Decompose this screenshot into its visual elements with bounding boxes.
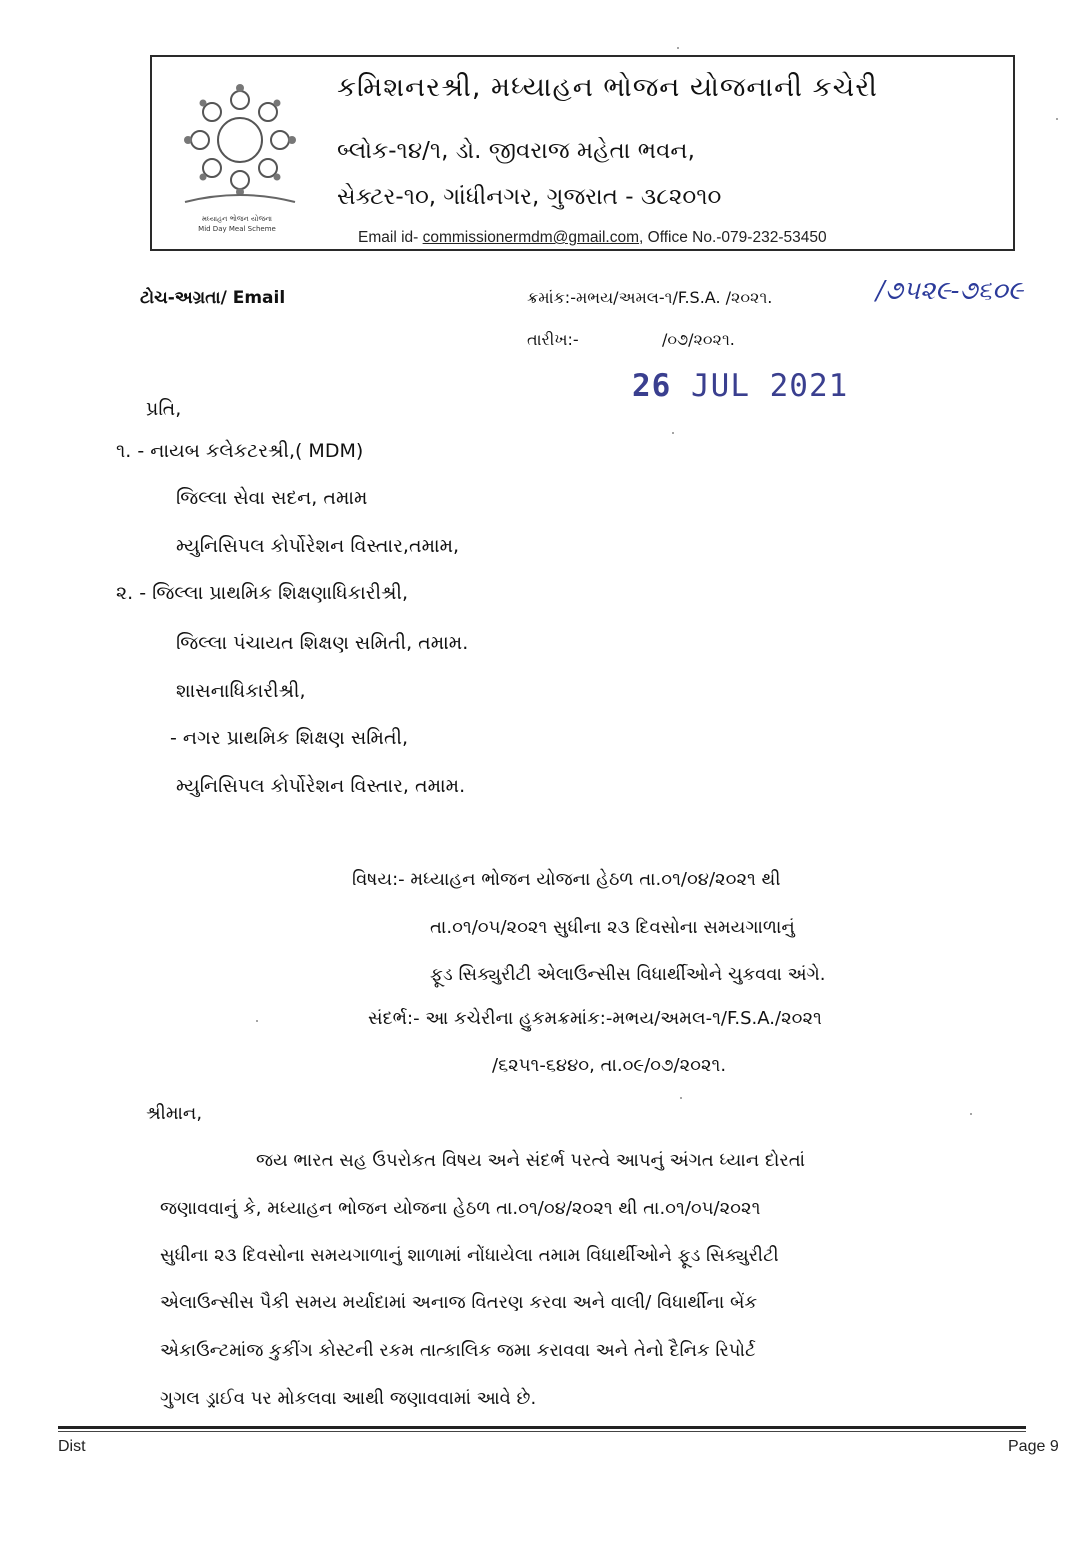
recipient-2-line4: - નગર પ્રાથમિક શિક્ષણ સમિતી, [170,727,409,749]
office-address-line1: બ્લોક-૧૪/૧, ડો. જીવરાજ મહેતા ભવન, [337,138,695,164]
recipient-2-line1: ૨. - જિલ્લા પ્રાથમિક શિક્ષણાધિકારીશ્રી, [116,582,408,604]
recipient-2-line3: શાસનાધિકારીશ્રી, [176,680,306,702]
body-line5: એકાઉન્ટમાંજ કુકીંગ કોસ્ટની રકમ તાત્કાલિક જમા કરાવવા અને તેનો દૈનિક રિપોર્ટ [160,1340,756,1361]
recipient-2-line2: જિલ્લા પંચાયત શિક્ષણ સમિતી, તમામ. [176,632,469,654]
subject-line2: તા.૦૧/૦૫/૨૦૨૧ સુધીના ૨૩ દિવસોના સમયગાળાનું [430,917,795,938]
reference-number: ક્રમાંક:-મભય/અમલ-૧/F.S.A. /૨૦૨૧. [527,288,773,307]
recipient-2-line5: મ્યુનિસિપલ કોર્પોરેશન વિસ્તાર, તમામ. [176,775,466,797]
scan-speck [256,1020,258,1022]
office-title: કમિશનરશ્રી, મધ્યાહન ભોજન યોજનાની કચેરી [337,72,878,103]
prati-label: પ્રતિ, [146,398,182,420]
logo-caption-english: Mid Day Meal Scheme [198,225,276,233]
reference-line2: /૬૨૫૧-૬૪૪૦, તા.૦૯/૦૭/૨૦૨૧. [492,1055,727,1076]
body-line6: ગુગલ ડ્રાઈવ પર મોકલવા આથી જણાવવામાં આવે છે. [160,1388,537,1409]
priority-label: ટોચ-અગ્રતા/ Email [140,288,286,308]
office-address-line2: સેક્ટર-૧૦, ગાંધીનગર, ગુજરાત - ૩૮૨૦૧૦ [337,184,722,210]
email-label: Email id- [358,229,419,246]
date-value: /૦૭/૨૦૨૧. [662,330,735,349]
recipient-1-line3: મ્યુનિસિપલ કોર્પોરેશન વિસ્તાર,તમામ, [176,535,460,557]
date-stamp [632,368,848,404]
scan-speck [672,432,674,434]
subject-line1: વિષય:- મધ્યાહન ભોજન યોજના હેઠળ તા.૦૧/૦૪/૨૦૨૧ થી [352,869,781,890]
footer-rule-thick [58,1426,1026,1429]
reference-line1: સંદર્ભ:- આ કચેરીના હુકમક્રમાંક:-મભય/અમલ-૧/F.S.A./૨૦૨૧ [368,1008,822,1029]
subject-line3: ફૂડ સિક્યુરીટી એલાઉન્સીસ વિધાર્થીઓને ચુકવવા અંગે. [430,964,826,985]
stamp-day: 26 [632,368,672,404]
scan-speck [1056,118,1058,120]
email-link[interactable]: commissionermdm@gmail.com [422,229,640,246]
office-phone: , Office No.-079-232-53450 [639,229,827,246]
recipient-1-line2: જિલ્લા સેવા સદન, તમામ [176,487,368,509]
body-line3: સુધીના ૨૩ દિવસોના સમયગાળાનું શાળામાં નોંધાયેલા તમામ વિધાર્થીઓને ફૂડ સિક્યુરીટી [160,1245,779,1266]
body-line2: જણાવવાનું કે, મધ્યાહન ભોજન યોજના હેઠળ તા.૦૧/૦૪/૨૦૨૧ થી તા.૦૧/૦૫/૨૦૨૧ [160,1198,761,1219]
body-line1: જય ભારત સહ ઉપરોકત વિષય અને સંદર્ભ પરત્વે આપનું અંગત ધ્યાન દોરતાં [256,1150,806,1171]
body-line4: એલાઉન્સીસ પૈકી સમય મર્યાદામાં અનાજ વિતરણ કરવા અને વાલી/ વિધાર્થીના બેંક [160,1292,758,1313]
recipient-1-line1: ૧. - નાયબ કલેકટરશ્રી,( MDM) [116,440,364,462]
scan-speck [970,1113,972,1115]
footer-rule-thin [58,1431,1026,1432]
handwritten-reference: /૭૫૨૯-૭૬૦૯ [876,276,1024,306]
salutation: શ્રીમાન, [146,1103,203,1124]
stamp-month-year: JUL 2021 [671,368,849,404]
footer-dist: Dist [58,1438,86,1455]
date-label: તારીખ:- [527,330,579,349]
scan-speck [680,1097,682,1099]
footer-page-number: Page 9 [1008,1438,1059,1455]
scan-speck [677,47,679,49]
contact-line [358,229,827,247]
logo-caption-gujarati: મધ્યાહન ભોજન યોજના [201,215,273,223]
